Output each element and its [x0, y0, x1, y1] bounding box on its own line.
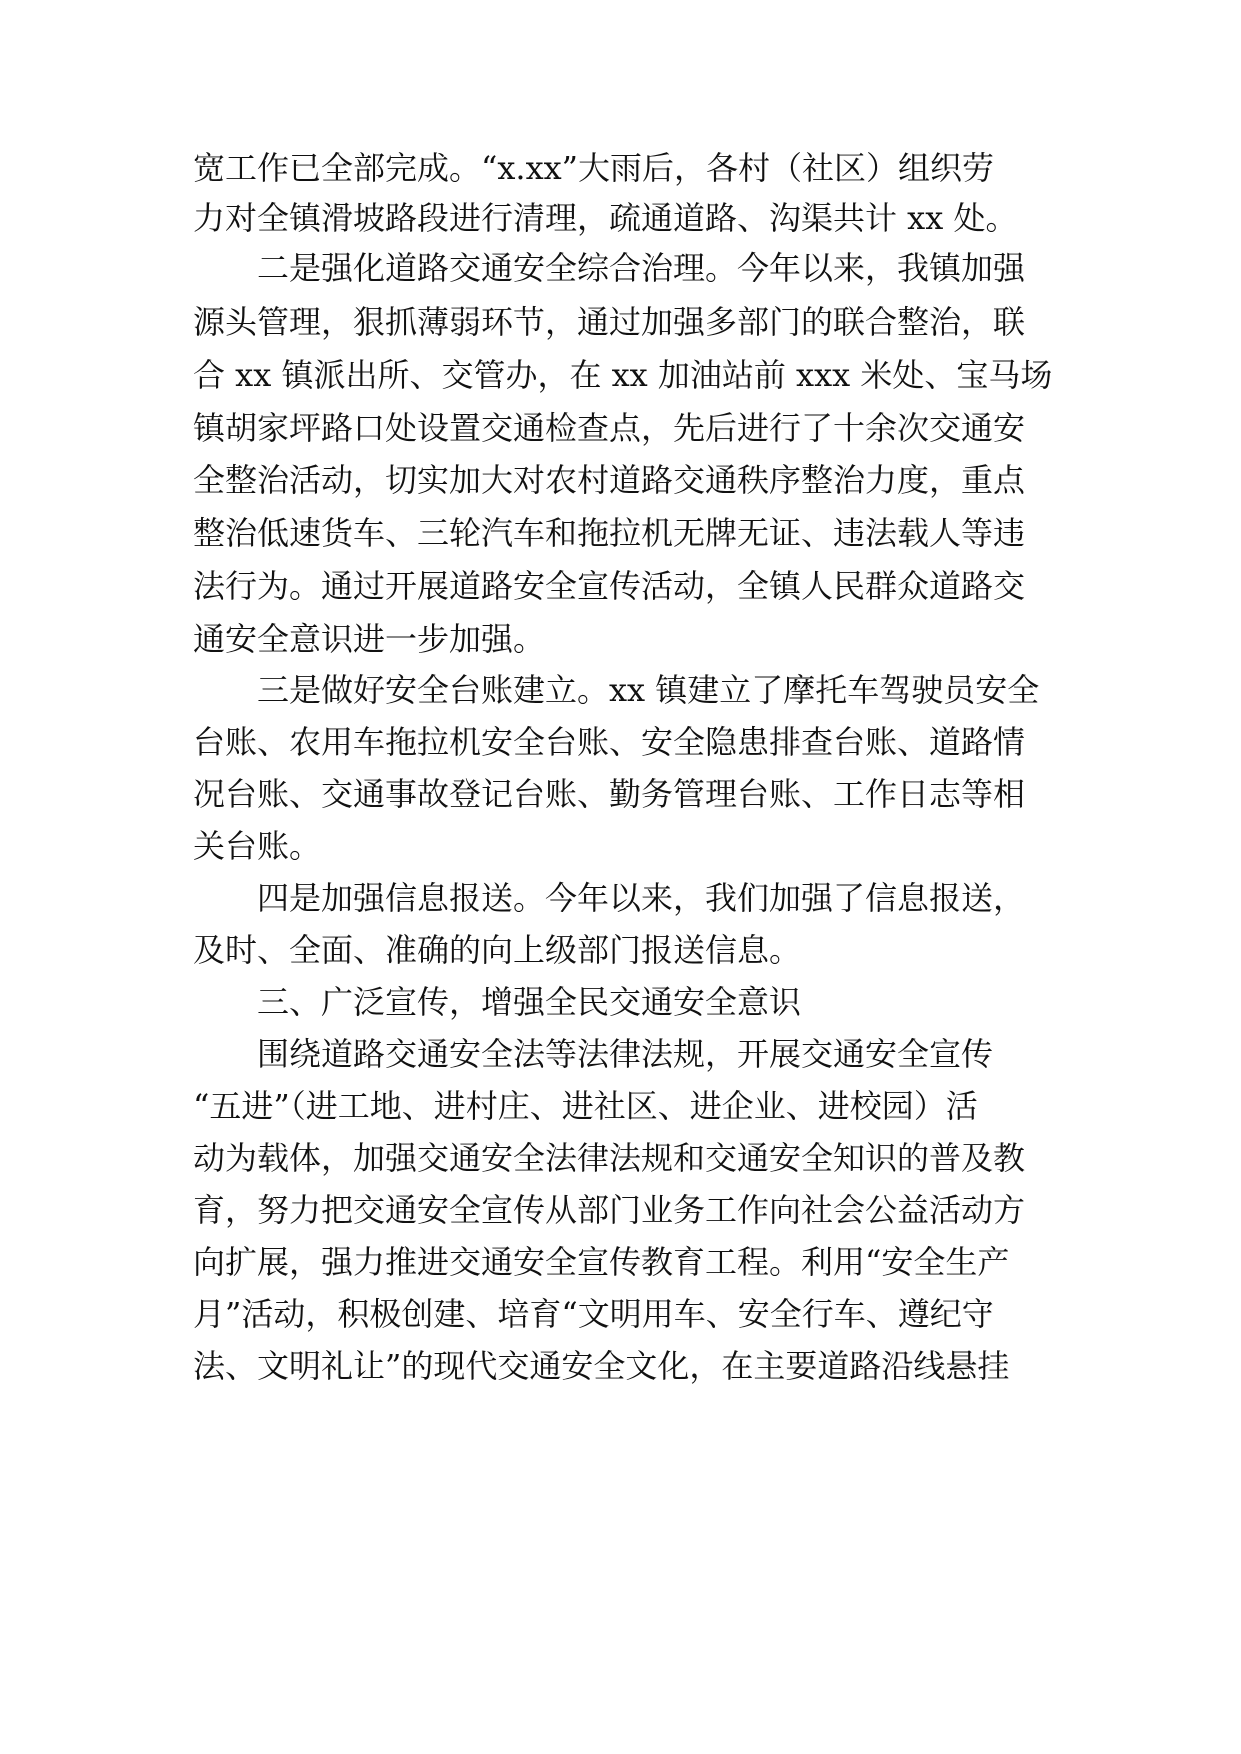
- text-line: 力对全镇滑坡路段进行清理，疏通道路、沟渠共计 xx 处。: [193, 199, 1018, 237]
- section-heading: 三、广泛宣传，增强全民交通安全意识: [257, 983, 802, 1021]
- text-line: 宽工作已全部完成。“x.xx”大雨后，各村（社区）组织劳: [193, 149, 995, 187]
- text-line: 向扩展，强力推进交通安全宣传教育工程。利用“安全生产: [193, 1243, 1010, 1281]
- text-line: 法、文明礼让”的现代交通安全文化，在主要道路沿线悬挂: [193, 1347, 1010, 1385]
- text-line: 整治低速货车、三轮汽车和拖拉机无牌无证、违法载人等违: [193, 514, 1026, 552]
- text-line: 月”活动，积极创建、培育“文明用车、安全行车、遵纪守: [193, 1295, 994, 1333]
- text-line: 况台账、交通事故登记台账、勤务管理台账、工作日志等相: [193, 775, 1026, 813]
- text-line: 镇胡家坪路口处设置交通检查点，先后进行了十余次交通安: [193, 409, 1026, 447]
- text-line: 育，努力把交通安全宣传从部门业务工作向社会公益活动方: [193, 1191, 1026, 1229]
- text-line: 全整治活动，切实加大对农村道路交通秩序整治力度，重点: [193, 461, 1026, 499]
- text-line: 通安全意识进一步加强。: [193, 620, 546, 658]
- paragraph-start-line: 二是强化道路交通安全综合治理。今年以来，我镇加强: [257, 249, 1026, 287]
- text-line: 动为载体，加强交通安全法律法规和交通安全知识的普及教: [193, 1139, 1026, 1177]
- text-line: 合 xx 镇派出所、交管办，在 xx 加油站前 xxx 米处、宝马场: [193, 356, 1053, 394]
- text-line: 台账、农用车拖拉机安全台账、安全隐患排查台账、道路情: [193, 723, 1026, 761]
- paragraph-start-line: 四是加强信息报送。今年以来，我们加强了信息报送，: [257, 879, 1026, 917]
- text-line: 源头管理，狠抓薄弱环节，通过加强多部门的联合整治，联: [193, 303, 1026, 341]
- text-line: “五进”（进工地、进村庄、进社区、进企业、进校园）活: [193, 1087, 978, 1125]
- text-line: 法行为。通过开展道路安全宣传活动，全镇人民群众道路交: [193, 567, 1026, 605]
- paragraph-start-line: 围绕道路交通安全法等法律法规，开展交通安全宣传: [257, 1035, 994, 1073]
- text-line: 关台账。: [193, 827, 322, 865]
- text-line: 及时、全面、准确的向上级部门报送信息。: [193, 931, 802, 969]
- paragraph-start-line: 三是做好安全台账建立。xx 镇建立了摩托车驾驶员安全: [257, 671, 1040, 709]
